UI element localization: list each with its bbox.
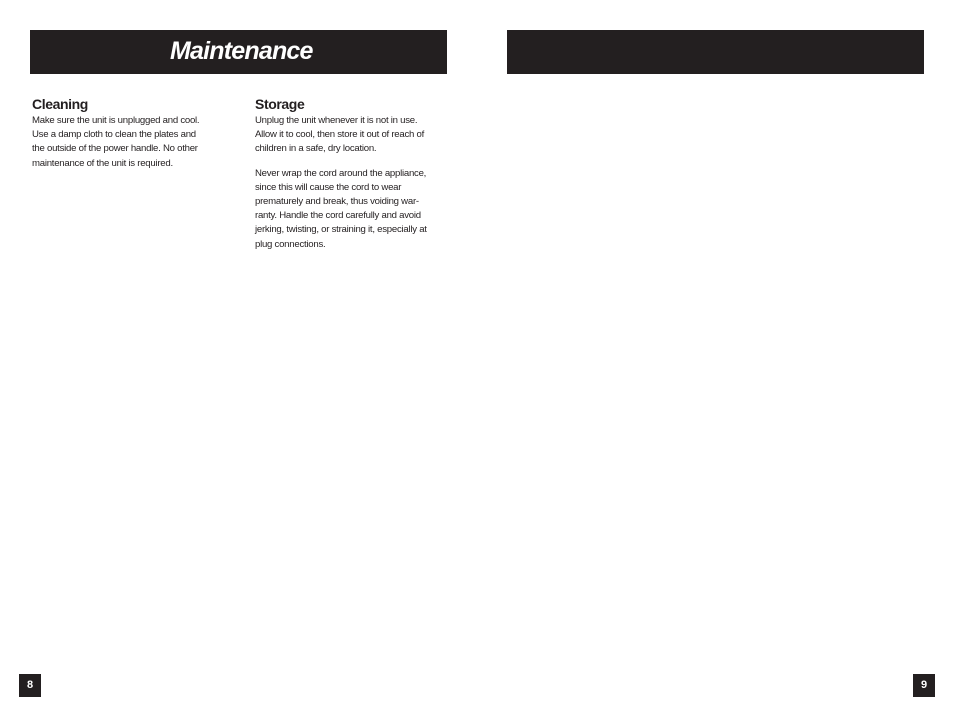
text-line: children in a safe, dry location. xyxy=(255,143,377,155)
text-line: maintenance of the unit is required. xyxy=(32,157,173,169)
left-page-header-bar xyxy=(30,30,447,74)
text-line: ranty. Handle the cord carefully and avoid xyxy=(255,210,421,222)
page-number-right: 9 xyxy=(913,674,935,697)
text-line: the outside of the power handle. No other xyxy=(32,143,198,155)
cleaning-section xyxy=(32,96,232,171)
storage-paragraph-2 xyxy=(255,167,455,252)
page-number-left: 8 xyxy=(19,674,41,697)
text-line: Use a damp cloth to clean the plates and xyxy=(32,129,196,141)
cleaning-heading: Cleaning xyxy=(32,96,88,112)
page-title: Maintenance xyxy=(170,37,313,65)
text-line: plug connections. xyxy=(255,238,326,250)
right-page-header-bar xyxy=(507,30,924,74)
text-line: prematurely and break, thus voiding war- xyxy=(255,196,419,208)
cleaning-paragraph xyxy=(32,114,232,171)
text-line: Unplug the unit whenever it is not in use. xyxy=(255,115,418,126)
text-line: jerking, twisting, or straining it, especially at xyxy=(255,224,427,236)
storage-heading: Storage xyxy=(255,96,305,112)
storage-paragraph-1 xyxy=(255,114,455,157)
text-line: since this will cause the cord to wear xyxy=(255,181,402,193)
text-line: Make sure the unit is unplugged and cool. xyxy=(32,115,200,126)
text-line: Never wrap the cord around the appliance, xyxy=(255,167,427,179)
text-line: Allow it to cool, then store it out of reach of xyxy=(255,129,425,141)
storage-section xyxy=(255,96,455,252)
